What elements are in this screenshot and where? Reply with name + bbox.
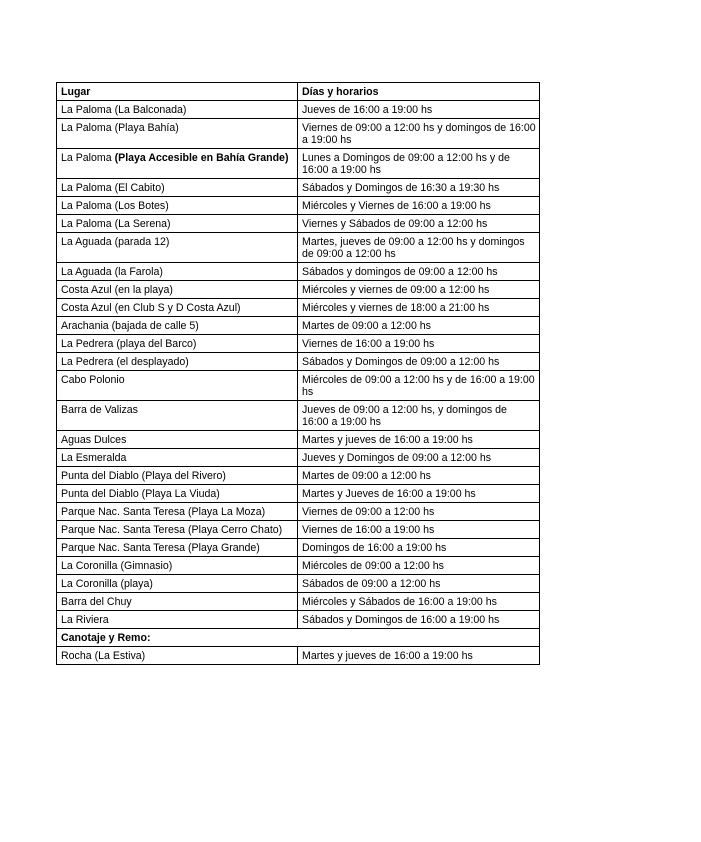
cell-lugar: Parque Nac. Santa Teresa (Playa Grande) [57,539,298,557]
cell-lugar: Barra de Valizas [57,401,298,431]
cell-dias: Sábados de 09:00 a 12:00 hs [298,575,540,593]
cell-lugar: La Paloma (Los Botes) [57,197,298,215]
schedule-document [56,82,539,665]
table-row [57,299,540,317]
cell-dias: Jueves de 09:00 a 12:00 hs, y domingos de 16:00 a 19:00 hs [298,401,540,431]
cell-dias: Sábados y Domingos de 16:00 a 19:00 hs [298,611,540,629]
cell-dias: Jueves y Domingos de 09:00 a 12:00 hs [298,449,540,467]
cell-dias: Jueves de 16:00 a 19:00 hs [298,101,540,119]
cell-dias: Viernes de 16:00 a 19:00 hs [298,521,540,539]
cell-dias: Domingos de 16:00 a 19:00 hs [298,539,540,557]
cell-dias: Martes y jueves de 16:00 a 19:00 hs [298,431,540,449]
table-row [57,611,540,629]
table-row [57,263,540,281]
cell-lugar: La Aguada (parada 12) [57,233,298,263]
cell-lugar: Punta del Diablo (Playa La Viuda) [57,485,298,503]
table-row [57,503,540,521]
cell-lugar: Rocha (La Estiva) [57,647,298,665]
table-row [57,521,540,539]
cell-dias: Martes, jueves de 09:00 a 12:00 hs y domingos de 09:00 a 12:00 hs [298,233,540,263]
cell-lugar: Parque Nac. Santa Teresa (Playa La Moza) [57,503,298,521]
table-row [57,557,540,575]
cell-lugar: Aguas Dulces [57,431,298,449]
schedule-table [56,82,540,665]
table-row [57,281,540,299]
cell-lugar: La Aguada (la Farola) [57,263,298,281]
cell-lugar: La Coronilla (playa) [57,575,298,593]
table-row [57,449,540,467]
cell-lugar [57,149,298,179]
cell-dias: Martes y jueves de 16:00 a 19:00 hs [298,647,540,665]
cell-dias: Martes y Jueves de 16:00 a 19:00 hs [298,485,540,503]
cell-lugar: Costa Azul (en la playa) [57,281,298,299]
table-row [57,215,540,233]
cell-lugar: La Esmeralda [57,449,298,467]
table-row [57,119,540,149]
cell-lugar: Cabo Polonio [57,371,298,401]
cell-dias: Miércoles de 09:00 a 12:00 hs y de 16:00 a 19:00 hs [298,371,540,401]
cell-dias: Miércoles y Sábados de 16:00 a 19:00 hs [298,593,540,611]
cell-dias: Sábados y Domingos de 09:00 a 12:00 hs [298,353,540,371]
cell-dias: Martes de 09:00 a 12:00 hs [298,317,540,335]
table-row [57,467,540,485]
cell-dias: Viernes de 09:00 a 12:00 hs y domingos de 16:00 a 19:00 hs [298,119,540,149]
cell-dias: Miércoles y viernes de 18:00 a 21:00 hs [298,299,540,317]
cell-lugar-bold: (Playa Accesible en Bahía Grande) [114,152,289,164]
cell-lugar: La Paloma (La Balconada) [57,101,298,119]
cell-dias: Martes de 09:00 a 12:00 hs [298,467,540,485]
cell-lugar: Barra del Chuy [57,593,298,611]
table-row [57,371,540,401]
cell-dias: Viernes y Sábados de 09:00 a 12:00 hs [298,215,540,233]
cell-lugar: Punta del Diablo (Playa del Rivero) [57,467,298,485]
table-row [57,593,540,611]
cell-dias: Miércoles de 09:00 a 12:00 hs [298,557,540,575]
cell-dias: Miércoles y viernes de 09:00 a 12:00 hs [298,281,540,299]
cell-dias: Lunes a Domingos de 09:00 a 12:00 hs y de 16:00 a 19:00 hs [298,149,540,179]
table-row [57,101,540,119]
table-row [57,317,540,335]
cell-lugar: Costa Azul (en Club S y D Costa Azul) [57,299,298,317]
cell-lugar: Arachania (bajada de calle 5) [57,317,298,335]
cell-dias: Miércoles y Viernes de 16:00 a 19:00 hs [298,197,540,215]
cell-lugar: La Paloma (El Cabito) [57,179,298,197]
cell-lugar: La Pedrera (playa del Barco) [57,335,298,353]
table-row [57,575,540,593]
table-row [57,485,540,503]
cell-dias: Sábados y domingos de 09:00 a 12:00 hs [298,263,540,281]
table-row [57,401,540,431]
section-canotaje-remo: Canotaje y Remo: [57,629,540,647]
table-row [57,149,540,179]
cell-lugar: La Coronilla (Gimnasio) [57,557,298,575]
table-row [57,335,540,353]
cell-lugar: La Riviera [57,611,298,629]
header-lugar: Lugar [57,83,298,101]
cell-dias: Viernes de 09:00 a 12:00 hs [298,503,540,521]
section-row [57,629,540,647]
table-row [57,431,540,449]
table-row [57,353,540,371]
header-dias-horarios: Días y horarios [298,83,540,101]
cell-lugar: Parque Nac. Santa Teresa (Playa Cerro Chato) [57,521,298,539]
cell-lugar-plain: La Paloma [61,152,115,164]
table-row [57,179,540,197]
table-row [57,197,540,215]
table-row [57,233,540,263]
cell-lugar: La Paloma (La Serena) [57,215,298,233]
cell-lugar: La Pedrera (el desplayado) [57,353,298,371]
table-header-row [57,83,540,101]
cell-dias: Sábados y Domingos de 16:30 a 19:30 hs [298,179,540,197]
table-row [57,647,540,665]
cell-lugar: La Paloma (Playa Bahía) [57,119,298,149]
table-row [57,539,540,557]
cell-dias: Viernes de 16:00 a 19:00 hs [298,335,540,353]
